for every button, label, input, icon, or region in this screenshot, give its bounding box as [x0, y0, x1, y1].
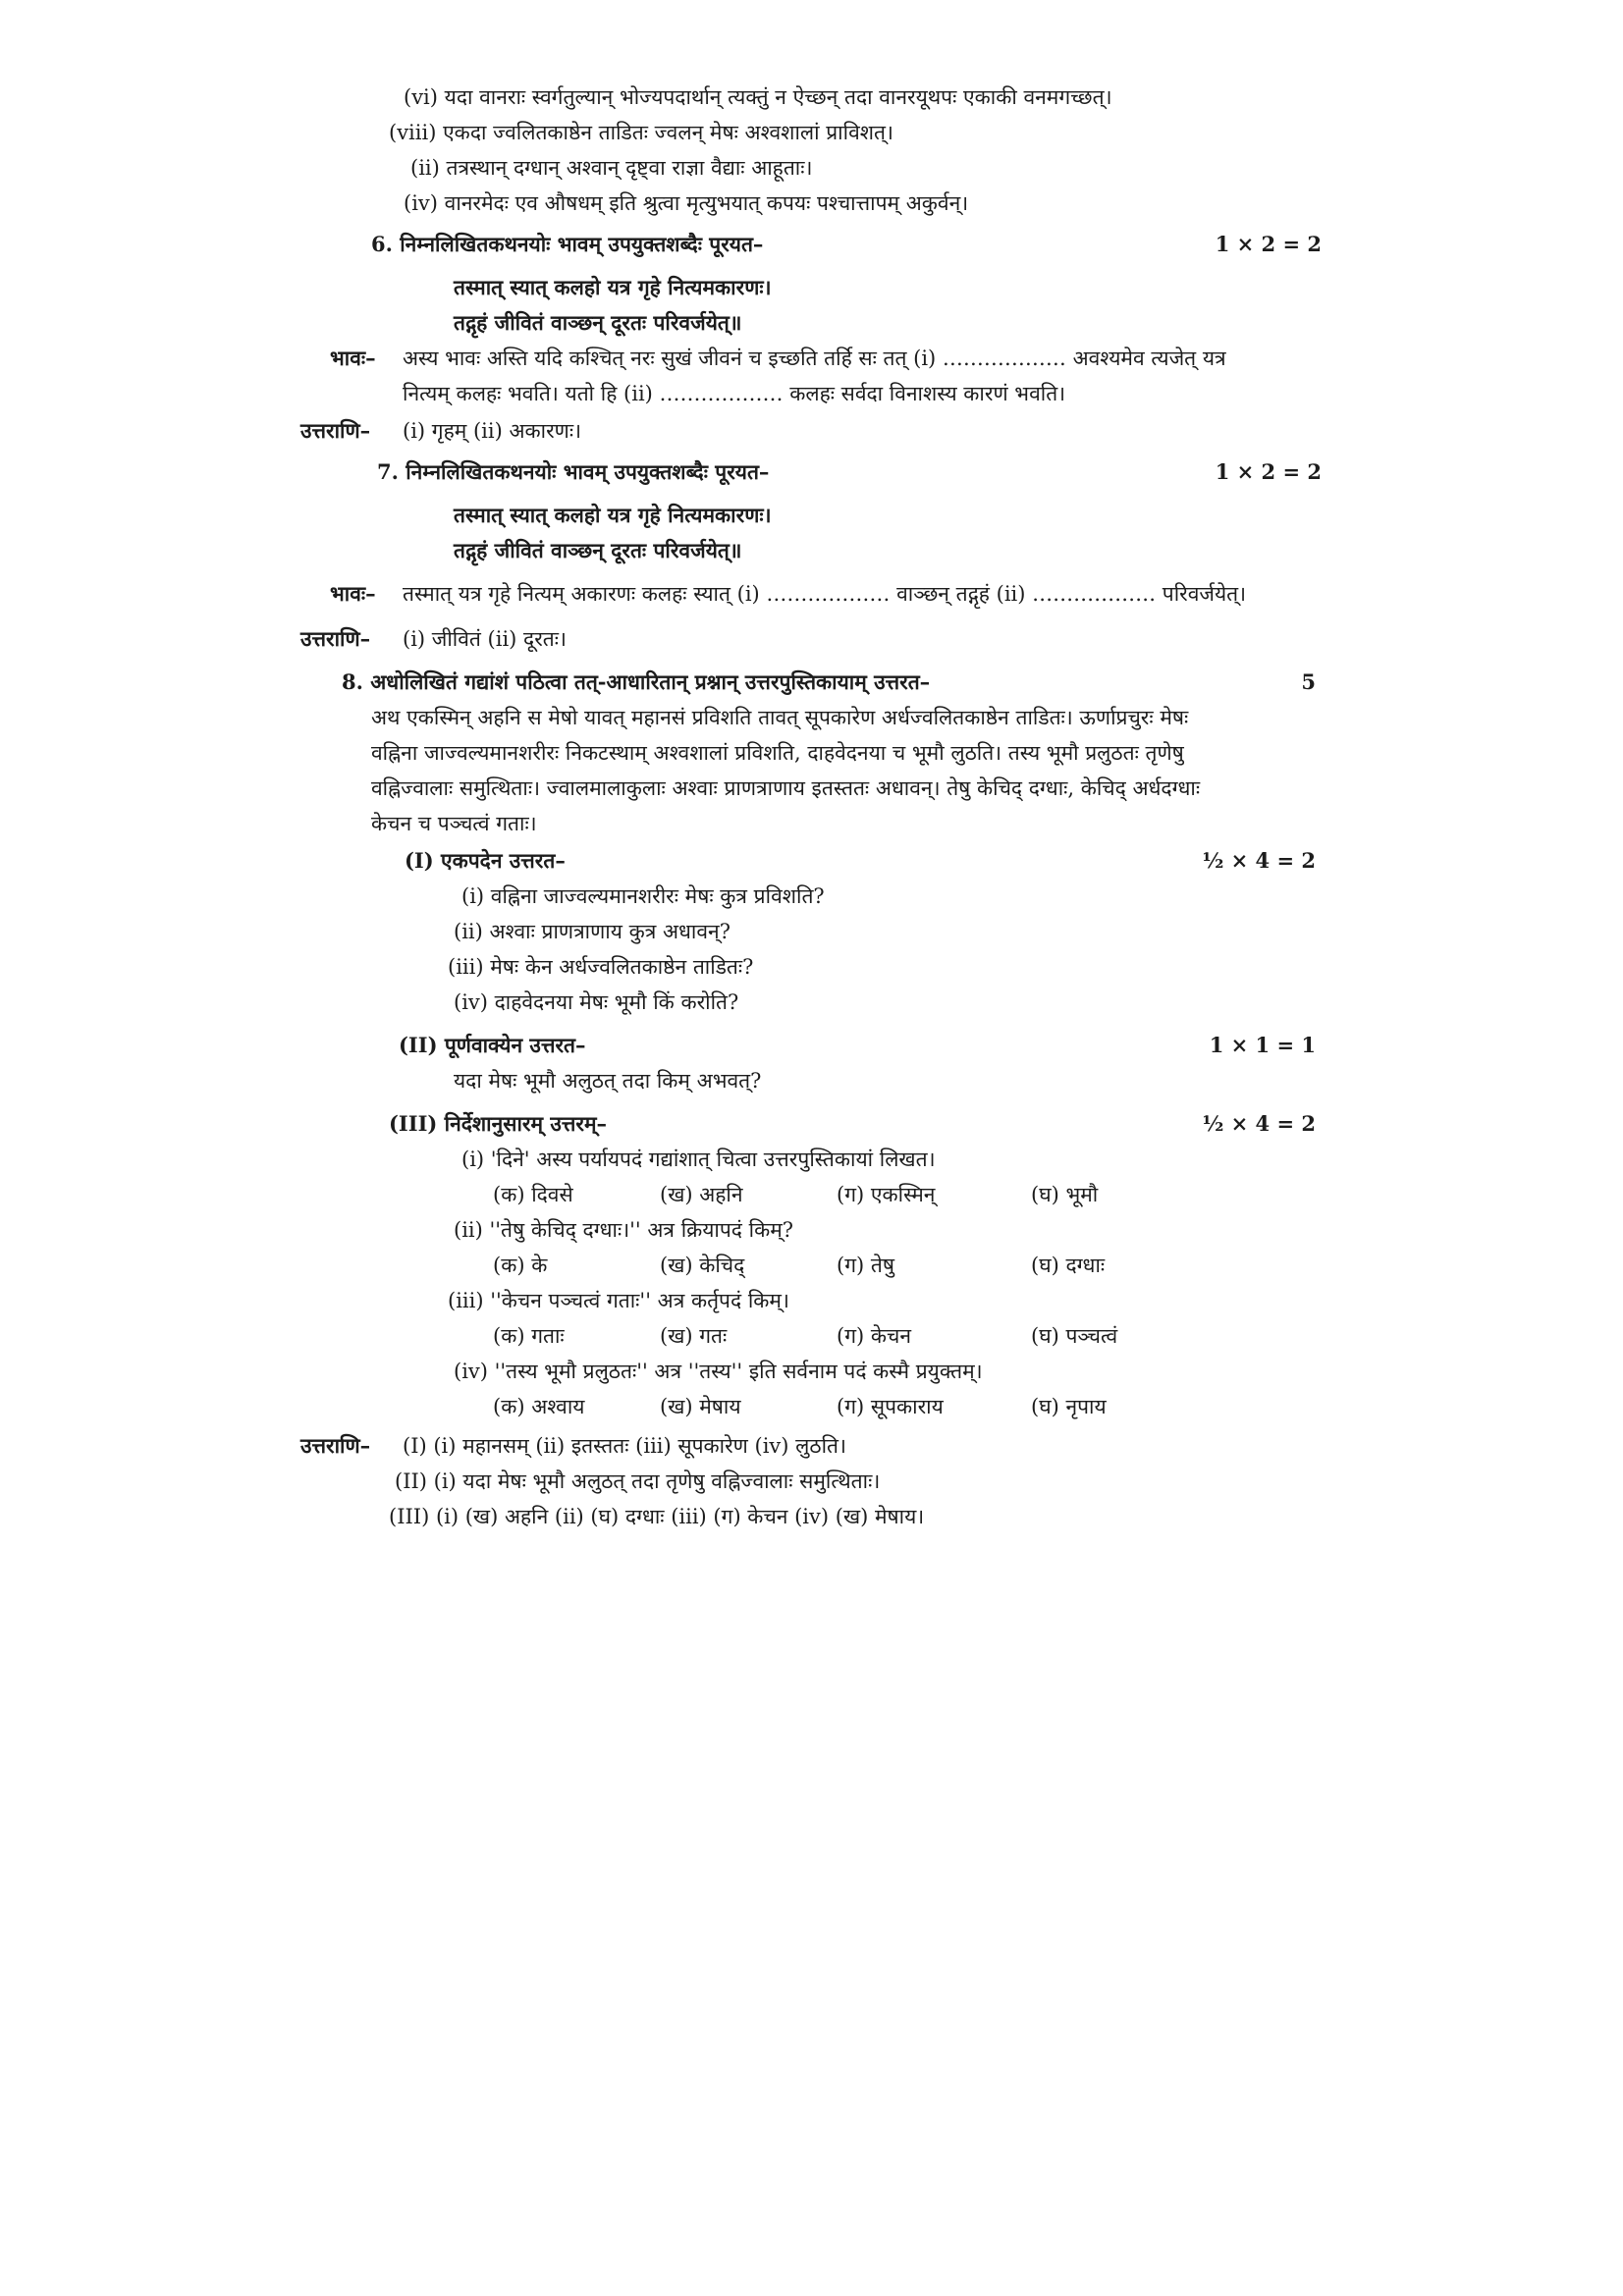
q7-verse-2: तद्गृहं जीवितं वाञ्छन् दूरतः परिवर्जयेत्॥	[454, 538, 742, 562]
option: (घ) पञ्चत्वं	[1031, 1324, 1118, 1348]
option: (ख) अहनि	[660, 1183, 743, 1206]
option: (क) अश्वाय	[493, 1395, 585, 1418]
q8-part3-question-ii: (ii) ''तेषु केचिद् दग्धाः।'' अत्र क्रियापदं किम्?	[454, 1218, 794, 1242]
q8-heading: 8. अधोलिखितं गद्यांशं पठित्वा तत्-आधारितान् प्रश्नान् उत्तरपुस्तिकायाम् उत्तरत–	[342, 669, 931, 694]
q8-passage-line-3: वह्निज्वालाः समुत्थिताः। ज्वालमालाकुलाः अश्वाः प्राणत्राणाय इतस्ततः अधावन्। तेषु केचिद् दग्धाः, केचिद् अर्धदग्धाः	[371, 776, 1201, 800]
q8-answers-I: (I) (i) महानसम् (ii) इतस्ततः (iii) सूपकारेण (iv) लुठति।	[403, 1434, 846, 1458]
q8-answers-label: उत्तराणि–	[300, 1433, 371, 1458]
option: (ग) सूपकाराय	[837, 1395, 944, 1418]
option: (ग) तेषु	[837, 1254, 894, 1277]
option: (क) गताः	[493, 1324, 565, 1348]
q7-bhav-line-1: तस्मात् यत्र गृहे नित्यम् अकारणः कलहः स्यात् (i) ……………… वाञ्छन् तद्गृहं (ii) ……………… परिवर्जयेत्।	[403, 582, 1247, 606]
q8-part1-item-i: (i) वह्निना जाज्वल्यमानशरीरः मेषः कुत्र प्रविशति?	[461, 884, 825, 908]
q7-answers: (i) जीवितं (ii) दूरतः।	[403, 627, 567, 651]
top-item-iv: (iv) वानरमेदः एव औषधम् इति श्रुत्वा मृत्युभयात् कपयः पश्चात्तापम् अकुर्वन्।	[404, 191, 969, 215]
q7-answers-label: उत्तराणि–	[300, 626, 371, 651]
q8-part3-heading: (III) निर्देशानुसारम् उत्तरम्–	[389, 1111, 608, 1136]
q8-part2-marks: 1 × 1 = 1	[1209, 1033, 1316, 1057]
q6-bhav-line-1: अस्य भावः अस्ति यदि कश्चित् नरः सुखं जीवनं च इच्छति तर्हि सः तत् (i) ……………… अवश्यमेव त्यजेत् यत्र	[403, 347, 1226, 370]
q8-part3-question-iii: (iii) ''केचन पञ्चत्वं गताः'' अत्र कर्तृपदं किम्।	[448, 1289, 789, 1312]
q8-passage-line-4: केचन च पञ्चत्वं गताः।	[371, 812, 537, 835]
option: (घ) भूमौ	[1031, 1183, 1099, 1206]
q7-heading: 7. निम्नलिखितकथनयोः भावम् उपयुक्तशब्दैः पूरयत–	[377, 459, 770, 484]
option: (क) दिवसे	[493, 1183, 573, 1206]
q8-part1-item-iii: (iii) मेषः केन अर्धज्वलितकाष्ठेन ताडितः?	[448, 955, 754, 979]
q7-bhav-label: भावः–	[330, 581, 376, 606]
option: (ख) केचिद्	[660, 1254, 745, 1277]
q8-part1-marks: ½ × 4 = 2	[1202, 848, 1316, 873]
q6-verse-2: तद्गृहं जीवितं वाञ्छन् दूरतः परिवर्जयेत्॥	[454, 310, 742, 335]
q6-heading: 6. निम्नलिखितकथनयोः भावम् उपयुक्तशब्दैः पूरयत–	[371, 232, 764, 256]
q6-bhav-label: भावः–	[330, 346, 376, 370]
option: (ग) एकस्मिन्	[837, 1183, 936, 1206]
q8-marks: 5	[1301, 669, 1316, 694]
q8-answers-III: (III) (i) (ख) अहनि (ii) (घ) दग्धाः (iii) (ग) केचन (iv) (ख) मेषाय।	[389, 1505, 925, 1528]
q6-answers: (i) गृहम् (ii) अकारणः।	[403, 419, 582, 443]
q8-part1-heading: (I) एकपदेन उत्तरत–	[405, 848, 566, 873]
q6-marks: 1 × 2 = 2	[1215, 232, 1322, 256]
option: (घ) दग्धाः	[1031, 1254, 1106, 1277]
q8-part3-question-i: (i) 'दिने' अस्य पर्यायपदं गद्यांशात् चित्वा उत्तरपुस्तिकायां लिखत।	[461, 1148, 936, 1171]
top-item-ii: (ii) तत्रस्थान् दग्धान् अश्वान् दृष्ट्वा राज्ञा वैद्याः आहूताः।	[410, 156, 813, 180]
q6-verse-1: तस्मात् स्यात् कलहो यत्र गृहे नित्यमकारणः।	[454, 275, 772, 299]
q7-marks: 1 × 2 = 2	[1215, 459, 1322, 484]
q8-part2-question: यदा मेषः भूमौ अलुठत् तदा किम् अभवत्?	[454, 1069, 762, 1093]
q7-verse-1: तस्मात् स्यात् कलहो यत्र गृहे नित्यमकारणः।	[454, 503, 772, 527]
q6-answers-label: उत्तराणि–	[300, 418, 371, 443]
q8-part1-item-iv: (iv) दाहवेदनया मेषः भूमौ किं करोति?	[454, 990, 739, 1014]
q8-part1-item-ii: (ii) अश्वाः प्राणत्राणाय कुत्र अधावन्?	[454, 920, 730, 943]
q8-part3-question-iv: (iv) ''तस्य भूमौ प्रलुठतः'' अत्र ''तस्य'' इति सर्वनाम पदं कस्मै प्रयुक्तम्।	[454, 1360, 983, 1383]
q8-part2-heading: (II) पूर्णवाक्येन उत्तरत–	[399, 1033, 586, 1057]
option: (ख) गतः	[660, 1324, 728, 1348]
option: (ग) केचन	[837, 1324, 912, 1348]
q6-bhav-line-2: नित्यम् कलहः भवति। यतो हि (ii) ……………… कलहः सर्वदा विनाशस्य कारणं भवति।	[403, 382, 1066, 405]
top-item-viii: (viii) एकदा ज्वलितकाष्ठेन ताडितः ज्वलन् मेषः अश्वशालां प्राविशत्।	[389, 121, 893, 144]
q8-passage-line-1: अथ एकस्मिन् अहनि स मेषो यावत् महानसं प्रविशति तावत् सूपकारेण अर्धज्वलितकाष्ठेन ताडितः। ऊर्णाप्रचुरः मेषः	[371, 706, 1189, 729]
q8-answers-II: (II) (i) यदा मेषः भूमौ अलुठत् तदा तृणेषु वह्निज्वालाः समुत्थिताः।	[395, 1469, 881, 1493]
top-item-vi: (vi) यदा वानराः स्वर्गतुल्यान् भोज्यपदार्थान् त्यक्तुं न ऐच्छन् तदा वानरयूथपः एकाकी वनमगच्छत्।	[404, 85, 1112, 109]
option: (ख) मेषाय	[660, 1395, 741, 1418]
q8-part3-marks: ½ × 4 = 2	[1202, 1111, 1316, 1136]
q8-passage-line-2: वह्निना जाज्वल्यमानशरीरः निकटस्थाम् अश्वशालां प्रविशति, दाहवेदनया च भूमौ लुठति। तस्य भूमौ प्रलुठतः तृणेषु	[371, 741, 1184, 765]
option: (घ) नृपाय	[1031, 1395, 1107, 1418]
option: (क) के	[493, 1254, 548, 1277]
